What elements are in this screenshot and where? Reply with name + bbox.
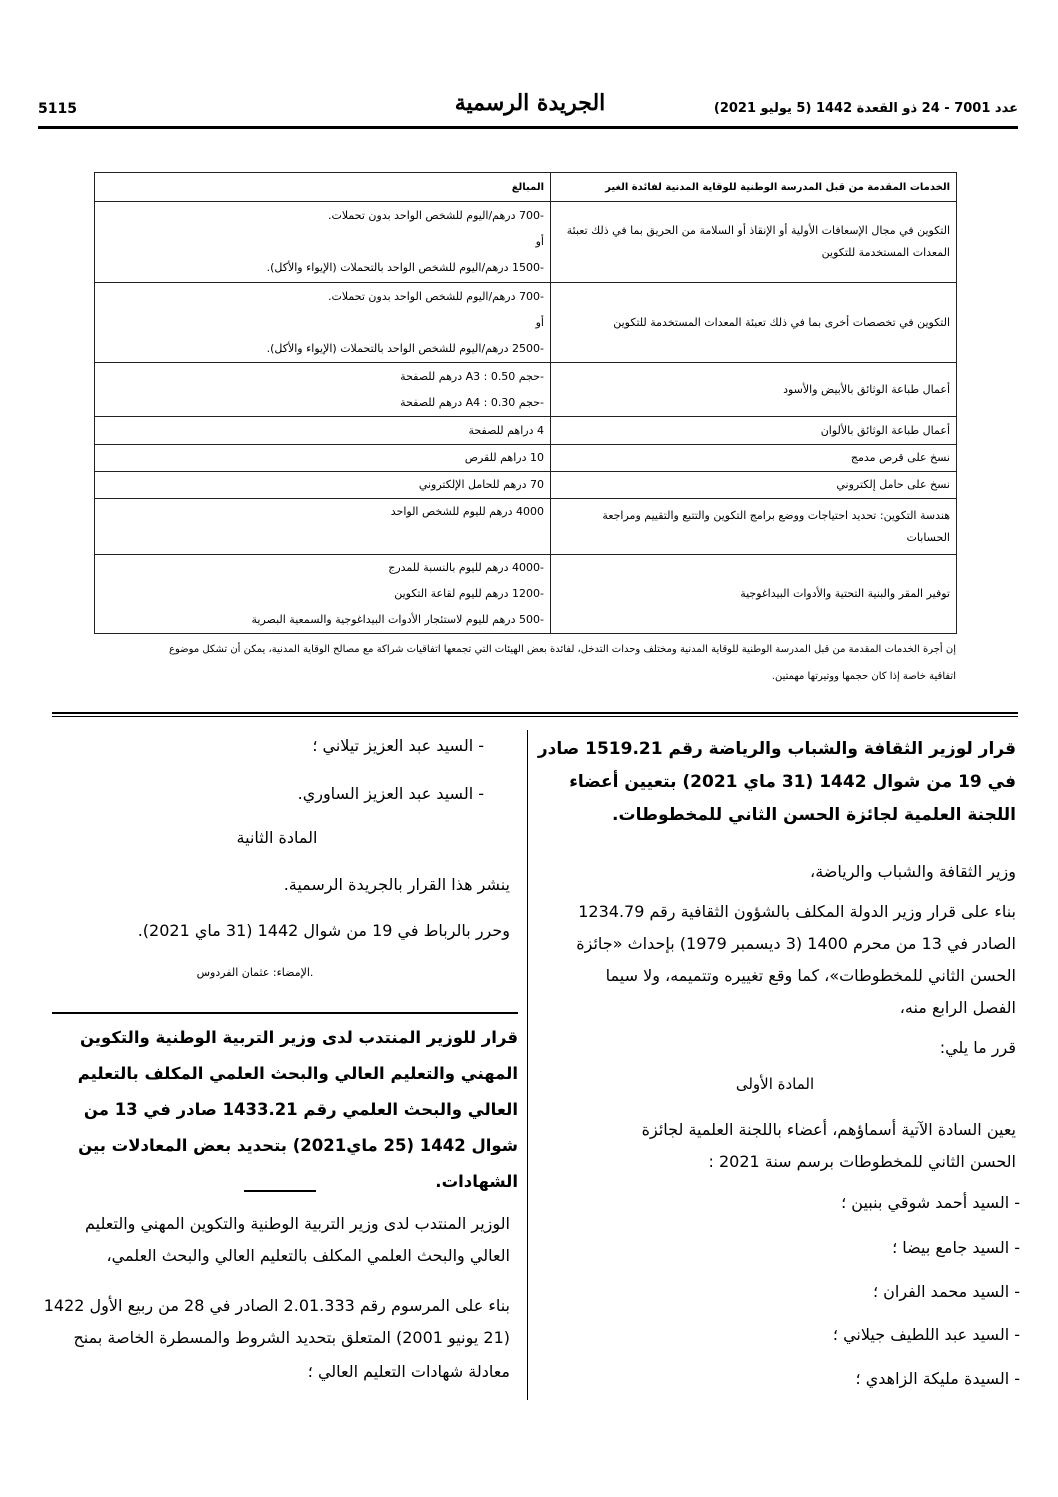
amount-line: -4000 درهم لليوم بالنسبة للمدرج <box>388 561 544 574</box>
service-cell: توفير المقر والبنية التحتية والأدوات البيداغوجية <box>551 555 957 634</box>
amount-line: -700 درهم/اليوم للشخص الواحد بدون تحملات. <box>328 289 544 303</box>
short-divider <box>244 1190 316 1192</box>
column-header-service: الخدمات المقدمة من قبل المدرسة الوطنية للوقاية المدنية لفائدة الغير <box>551 173 957 202</box>
member-item: - السيد أحمد شوقي بنبين ؛ <box>841 1193 1020 1212</box>
amount-cell <box>95 363 551 417</box>
decree-title: قرار للوزير المنتدب لدى وزير التربية الوطنية والتكوين المهني والتعليم العالي والبحث العلمي المكلف بالتعليم العالي والبحث العلمي رقم 1433.21 صادر في 13 من شوال 1442 (25 ماي2021) بتحديد بعض المعادلات بين الشهادات. <box>77 1028 518 1191</box>
section-divider <box>52 1012 518 1014</box>
table-row <box>95 472 957 499</box>
amount-cell <box>95 499 551 555</box>
signature: الإمضاء: عثمان الفردوس. <box>196 966 314 979</box>
minister-line: العالي والبحث العلمي المكلف بالتعليم العالي والبحث العلمي، <box>106 1246 510 1265</box>
article-line: يعين السادة الآتية أسماؤهم، أعضاء باللجنة العلمية لجائزة <box>641 1120 1016 1139</box>
article-heading: المادة الأولى <box>735 1075 815 1093</box>
minister-line: الوزير المنتدب لدى وزير التربية الوطنية والتكوين المهني والتعليم <box>85 1214 510 1233</box>
member-item: - السيدة مليكة الزاهدي ؛ <box>855 1369 1020 1388</box>
article-heading: المادة الثانية <box>236 828 318 847</box>
amount-line: 10 دراهم للقرص <box>464 451 544 464</box>
table-row <box>95 202 957 283</box>
member-item: - السيد محمد الفران ؛ <box>872 1282 1020 1301</box>
issue-line: عدد 7001 - 24 ذو القعدة 1442 (5 يوليو 2021) <box>713 101 1018 116</box>
service-cell: أعمال طباعة الوثائق بالألوان <box>551 417 957 445</box>
amount-cell <box>95 445 551 472</box>
amount-cell <box>95 417 551 445</box>
preamble-line: بناء على المرسوم رقم 2.01.333 الصادر في 28 من ربيع الأول 1422 <box>43 1296 510 1315</box>
member-item: - السيد جامع بيضا ؛ <box>892 1238 1020 1257</box>
amount-line: أو <box>535 235 544 248</box>
minister-line: وزير الثقافة والشباب والرياضة، <box>810 862 1016 881</box>
gazette-title: الجريدة الرسمية <box>454 90 606 116</box>
service-cell: التكوين في تخصصات أخرى بما في ذلك تعبئة المعدات المستخدمة للتكوين <box>551 283 957 363</box>
amount-cell <box>95 202 551 283</box>
preamble-line: الحسن الثاني للمخطوطات»، كما وقع تغييره وتتميمه، ولا سيما <box>605 966 1016 985</box>
service-cell: نسخ على قرص مدمج <box>551 445 957 472</box>
article-line: ينشر هذا القرار بالجريدة الرسمية. <box>283 875 510 894</box>
amount-line: -حجم A3 : 0.50 درهم للصفحة <box>400 369 544 383</box>
page-number: 5115 <box>38 101 77 117</box>
column-header-amount: المبالغ <box>95 173 551 202</box>
amount-line: 4000 درهم لليوم للشخص الواحد <box>390 505 544 518</box>
amount-line: -1500 درهم/اليوم للشخص الواحد بالتحملات (الإيواء والأكل). <box>266 261 544 274</box>
header-rule <box>38 126 1018 129</box>
service-cell: هندسة التكوين: تحديد احتياجات ووضع برامج التكوين والتتبع والتقييم ومراجعة الحسابات <box>551 499 957 555</box>
amount-cell <box>95 472 551 499</box>
amount-line: -500 درهم لليوم لاستئجار الأدوات البيداغوجية والسمعية البصرية <box>251 613 544 626</box>
fees-table <box>94 172 957 634</box>
preamble-line: (21 يونيو 2001) المتعلق بتحديد الشروط والمسطرة الخاصة بمنح <box>73 1328 510 1347</box>
column-divider <box>527 730 528 1400</box>
amount-line: -700 درهم/اليوم للشخص الواحد بدون تحملات. <box>328 209 544 222</box>
done-at-line: وحرر بالرباط في 19 من شوال 1442 (31 ماي 2021). <box>137 921 510 940</box>
member-item: - السيد عبد العزيز تيلاني ؛ <box>312 736 484 755</box>
section-divider <box>52 712 1018 714</box>
table-row <box>95 445 957 472</box>
preamble-line: الصادر في 13 من محرم 1400 (3 ديسمبر 1979) بإحداث «جائزة <box>576 934 1016 953</box>
member-item: - السيد عبد العزيز الساوري. <box>297 784 484 803</box>
decides-line: قرر ما يلي: <box>939 1038 1016 1057</box>
preamble-line: معادلة شهادات التعليم العالي ؛ <box>307 1362 510 1381</box>
amount-line: 70 درهم للحامل الإلكتروني <box>418 478 544 491</box>
section-divider <box>52 716 1018 717</box>
table-header-row <box>95 173 957 202</box>
amount-line: -1200 درهم لليوم لقاعة التكوين <box>394 587 544 600</box>
note-line: إن أجرة الخدمات المقدمة من قبل المدرسة الوطنية للوقاية المدنية ومختلف وحدات التدخل، لفائدة بعض الهيئات التي تجمعها اتفاقيات شراكة مع مصالح الوقاية المدنية، يمكن أن تشكل موضوع <box>169 644 956 655</box>
table-note <box>100 636 956 690</box>
table-row <box>95 499 957 555</box>
note-line: اتفاقية خاصة إذا كان حجمها ووتيرتها مهمتين. <box>771 671 956 682</box>
service-cell: أعمال طباعة الوثائق بالأبيض والأسود <box>551 363 957 417</box>
table-row <box>95 283 957 363</box>
article-line: الحسن الثاني للمخطوطات برسم سنة 2021 : <box>708 1152 1016 1171</box>
table-row <box>95 417 957 445</box>
amount-line: -2500 درهم/اليوم للشخص الواحد بالتحملات (الإيواء والأكل). <box>266 341 544 355</box>
table-row <box>95 363 957 417</box>
service-cell: التكوين في مجال الإسعافات الأولية أو الإنقاذ أو السلامة من الحريق بما في ذلك تعبئة المعدات المستخدمة للتكوين <box>551 202 957 283</box>
preamble-line: الفصل الرابع منه، <box>899 998 1016 1017</box>
amount-line: 4 دراهم للصفحة <box>468 423 544 437</box>
table-row <box>95 555 957 634</box>
service-cell: نسخ على حامل إلكتروني <box>551 472 957 499</box>
amount-cell <box>95 283 551 363</box>
decree-title: قرار لوزير الثقافة والشباب والرياضة رقم 1519.21 صادر في 19 من شوال 1442 (31 ماي 2021) بتعيين أعضاء اللجنة العلمية لجائزة الحسن الثاني للمخطوطات. <box>537 739 1016 825</box>
preamble-line: بناء على قرار وزير الدولة المكلف بالشؤون الثقافية رقم 1234.79 <box>578 902 1016 921</box>
amount-line: أو <box>535 315 544 329</box>
member-item: - السيد عبد اللطيف جيلاني ؛ <box>832 1325 1020 1344</box>
amount-cell <box>95 555 551 634</box>
amount-line: -حجم A4 : 0.30 درهم للصفحة <box>400 395 544 409</box>
